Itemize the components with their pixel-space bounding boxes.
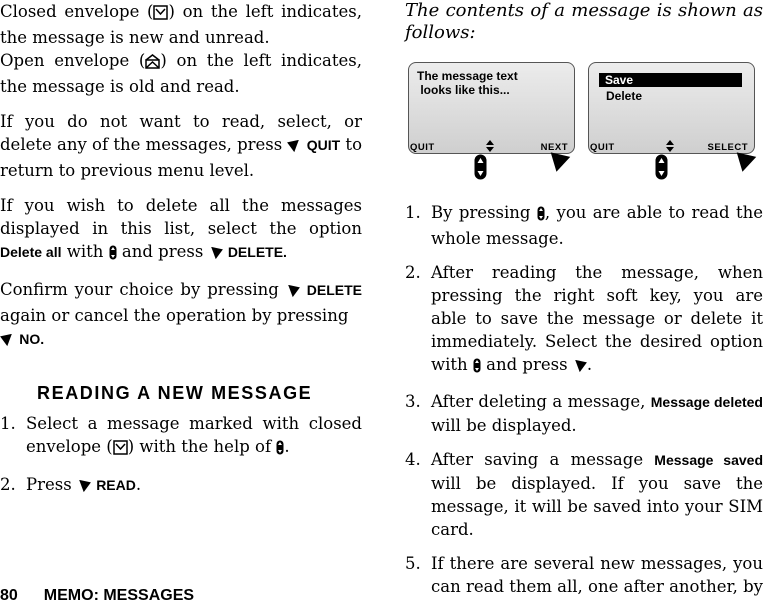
right-softkey-icon <box>77 476 91 499</box>
screen-left-softkey-label: QUIT <box>590 142 615 153</box>
phone-screen-options <box>588 62 755 154</box>
right-softkey-icon <box>573 356 587 379</box>
paragraph-open-envelope: Open envelope ( ) on the left indicates, the message is old and read. <box>0 51 362 96</box>
page-footer <box>0 587 194 605</box>
screen-right-softkey-label: SELECT <box>707 142 748 153</box>
open-envelope-icon <box>145 52 160 75</box>
right-softkey-icon <box>286 281 300 304</box>
left-softkey-icon <box>287 136 301 159</box>
list-item: 2. Press READ. <box>0 473 362 499</box>
paragraph-delete-all: If you wish to delete all the messages displayed in this list, select the option Delete all with and press DELETE. <box>0 194 362 266</box>
section-heading: READING A NEW MESSAGE <box>37 383 313 403</box>
closed-envelope-icon <box>113 438 128 461</box>
list-item: 2. After reading the message, when pressing the right soft key, you are able to save the message or delete it immediately. Select the desired option with and press . <box>405 261 763 379</box>
footer-title: MEMO: MESSAGES <box>43 587 195 604</box>
scroll-key-icon <box>109 243 117 266</box>
left-column <box>0 0 362 499</box>
screen-message-text: The message text looks like this... <box>417 69 518 97</box>
list-item: 1. Select a message marked with closed envelope ( ) with the help of . <box>0 412 362 461</box>
right-softkey-icon <box>547 152 571 178</box>
scroll-key-icon <box>537 204 545 227</box>
right-column <box>405 0 763 44</box>
paragraph-closed-envelope: Closed envelope ( ) on the left indicates, the message is new and unread. <box>0 2 362 47</box>
intro-text: The contents of a message is shown as follows: <box>405 0 763 43</box>
menu-option-delete[interactable]: Delete <box>606 89 643 103</box>
scroll-key-icon <box>474 154 487 184</box>
screen-left-softkey-label: QUIT <box>410 142 435 153</box>
scroll-key-icon <box>655 154 668 184</box>
list-item: 1. By pressing , you are able to read the whole message. <box>405 203 763 248</box>
phone-screen-message <box>408 62 575 154</box>
paragraph-confirm: Confirm your choice by pressing DELETE again or cancel the operation by pressing NO. <box>0 278 362 353</box>
right-list <box>405 201 763 598</box>
page-number: 80 <box>0 587 18 604</box>
up-down-arrows-icon <box>486 137 494 154</box>
right-softkey-icon <box>209 243 223 266</box>
scroll-key-icon <box>473 356 481 379</box>
closed-envelope-icon <box>153 3 168 26</box>
screen-right-softkey-label: NEXT <box>540 142 568 153</box>
paragraph-quit: If you do not want to read, select, or delete any of the messages, press QUIT to return to previous menu level. <box>0 112 363 180</box>
menu-option-save[interactable]: Save <box>599 73 742 87</box>
up-down-arrows-icon <box>666 137 674 154</box>
list-item: 4. After saving a message Message saved will be displayed. If you save the message, it will be saved into your SIM card. <box>405 450 763 539</box>
right-softkey-icon <box>733 152 757 178</box>
list-item: 5. If there are several new messages, you can read them all, one after another, by <box>405 554 763 596</box>
left-softkey-icon <box>0 330 14 353</box>
list-item: 3. After deleting a message, Message deleted will be displayed. <box>405 392 763 435</box>
